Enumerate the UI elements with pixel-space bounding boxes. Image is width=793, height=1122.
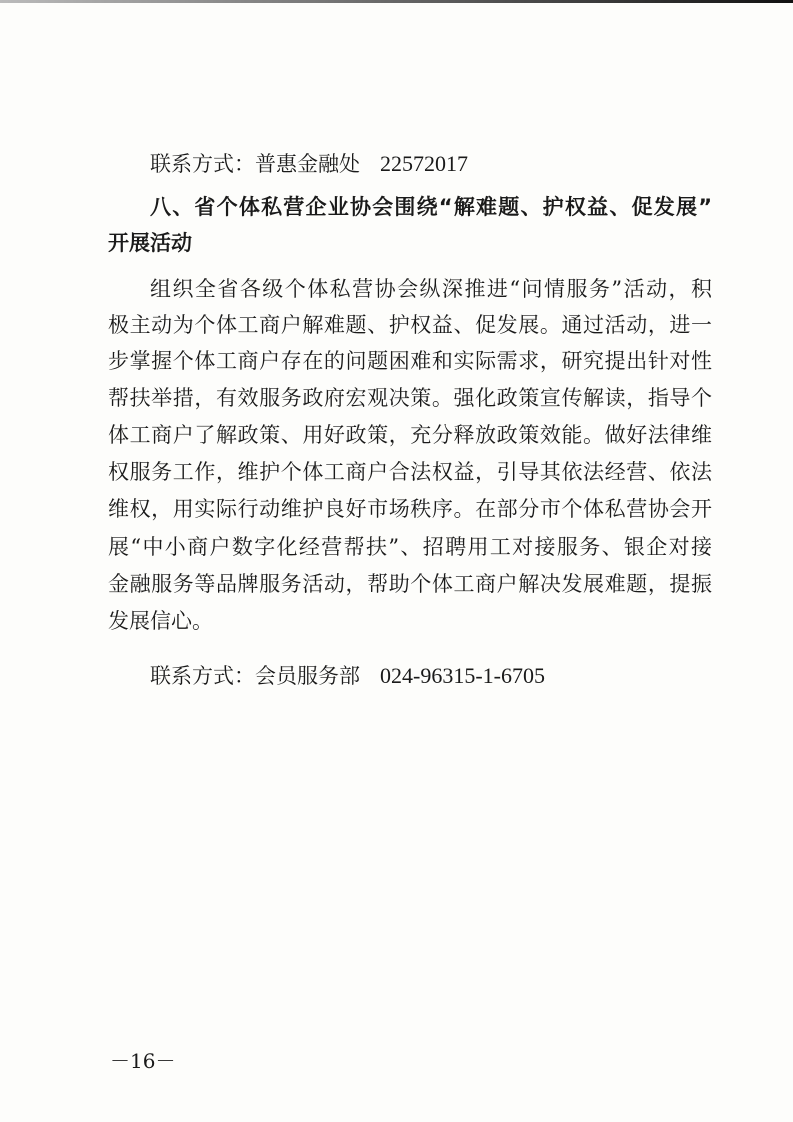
section-heading-line-1: 八、省个体私营企业协会围绕“解难题、护权益、促发展” [150, 195, 712, 219]
contact-line-2 [150, 662, 712, 690]
body-line: 权服务工作，维护个体工商户合法权益，引导其依法经营、依法 [108, 460, 712, 484]
body-line: 展“中小商户数字化经营帮扶”、招聘用工对接服务、银企对接 [108, 535, 712, 559]
contact-phone: 22572017 [380, 151, 469, 176]
contact-label: 联系方式：会员服务部 [150, 664, 360, 688]
body-line: 帮扶举措，有效服务政府宏观决策。强化政策宣传解读，指导个 [108, 386, 712, 410]
scan-edge-line [0, 0, 793, 3]
body-line: 组织全省各级个体私营协会纵深推进“问情服务”活动，积 [150, 277, 712, 301]
body-line: 极主动为个体工商户解难题、护权益、促发展。通过活动，进一 [108, 313, 712, 337]
section-heading-line-2: 开展活动 [108, 231, 192, 255]
body-line: 步掌握个体工商户存在的问题困难和实际需求，研究提出针对性 [108, 349, 712, 373]
contact-phone: 024-96315-1-6705 [380, 663, 546, 688]
body-line: 体工商户了解政策、用好政策，充分释放政策效能。做好法律维 [108, 423, 712, 447]
body-line: 维权，用实际行动维护良好市场秩序。在部分市个体私营协会开 [108, 497, 712, 521]
contact-label: 联系方式：普惠金融处 [150, 152, 360, 176]
body-line: 金融服务等品牌服务活动，帮助个体工商户解决发展难题，提振 [108, 572, 712, 596]
body-line: 发展信心。 [108, 609, 213, 633]
contact-line-1 [150, 150, 712, 178]
page-number: －16－ [110, 1049, 176, 1073]
